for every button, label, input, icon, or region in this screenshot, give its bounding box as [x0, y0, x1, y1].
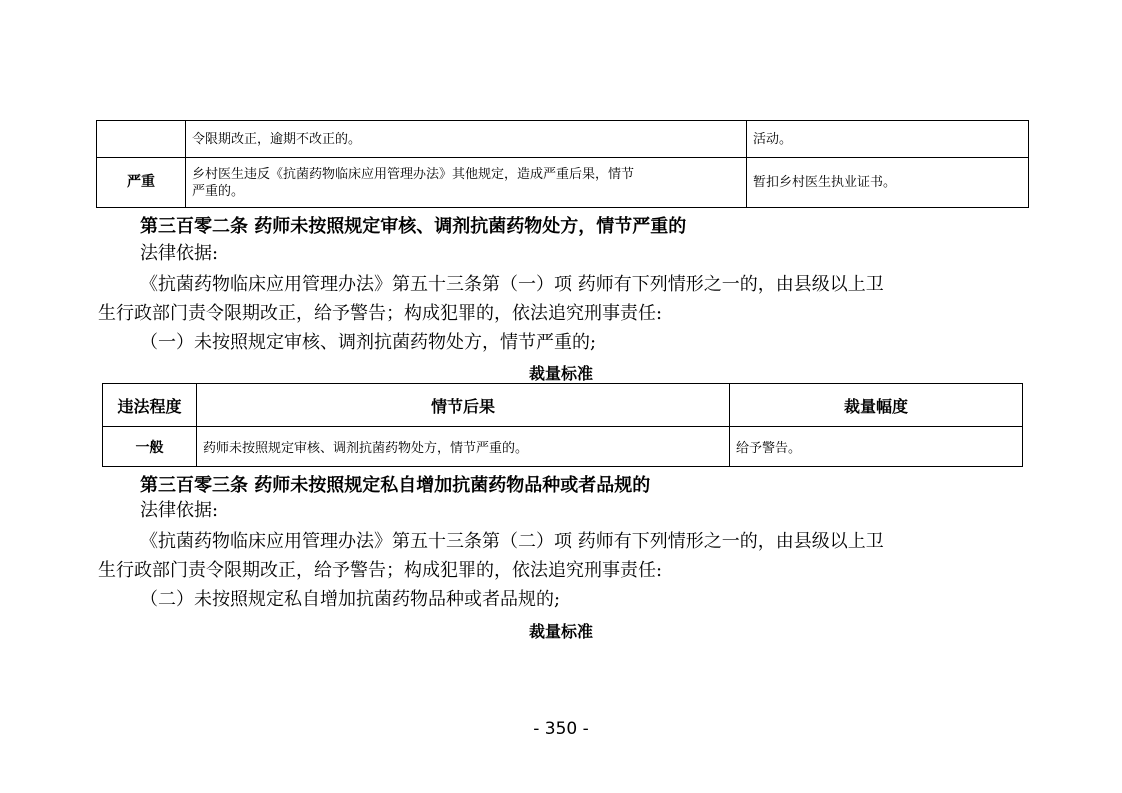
header-circumstance: 情节后果 [197, 384, 730, 427]
circumstance-cell: 令限期改正，逾期不改正的。 [186, 121, 747, 158]
article-302-heading: 第三百零二条 药师未按照规定审核、调剂抗菌药物处方，情节严重的 [140, 216, 687, 237]
table-caption: 裁量标准 [528, 622, 593, 641]
legal-basis-paragraph: 《抗菌药物临床应用管理办法》第五十三条第（二）项 药师有下列情形之一的，由县级以上卫 [140, 531, 884, 552]
table-row [97, 158, 1029, 208]
table-row [103, 427, 1023, 467]
header-degree: 违法程度 [103, 384, 197, 427]
circumstance-cell [186, 158, 747, 208]
table-row [97, 121, 1029, 158]
legal-basis-label: 法律依据: [140, 243, 219, 264]
circumstance-line: 严重的。 [192, 183, 245, 199]
table-header-row [103, 384, 1023, 427]
degree-cell [97, 121, 186, 158]
header-penalty: 裁量幅度 [730, 384, 1023, 427]
circumstance-line: 乡村医生违反《抗菌药物临床应用管理办法》其他规定，造成严重后果，情节 [192, 166, 635, 182]
discretion-table [102, 383, 1023, 467]
legal-basis-paragraph-cont: 生行政部门责令限期改正，给予警告；构成犯罪的，依法追究刑事责任: [98, 560, 663, 581]
degree-cell: 严重 [97, 158, 186, 208]
penalty-cell: 给予警告。 [730, 427, 1023, 467]
continued-table [96, 120, 1029, 208]
table-caption: 裁量标准 [528, 364, 593, 383]
page-number: - 350 - [533, 719, 589, 739]
legal-basis-item: （二）未按照规定私自增加抗菌药物品种或者品规的; [140, 589, 561, 610]
penalty-cell: 暂扣乡村医生执业证书。 [747, 158, 1029, 208]
legal-basis-item: （一）未按照规定审核、调剂抗菌药物处方，情节严重的; [140, 332, 597, 353]
legal-basis-paragraph: 《抗菌药物临床应用管理办法》第五十三条第（一）项 药师有下列情形之一的，由县级以上卫 [140, 274, 884, 295]
degree-cell: 一般 [103, 427, 197, 467]
circumstance-cell: 药师未按照规定审核、调剂抗菌药物处方，情节严重的。 [197, 427, 730, 467]
legal-basis-paragraph-cont: 生行政部门责令限期改正，给予警告；构成犯罪的，依法追究刑事责任: [98, 303, 663, 324]
legal-basis-label: 法律依据: [140, 500, 219, 521]
article-303-heading: 第三百零三条 药师未按照规定私自增加抗菌药物品种或者品规的 [140, 475, 651, 496]
penalty-cell: 活动。 [747, 121, 1029, 158]
